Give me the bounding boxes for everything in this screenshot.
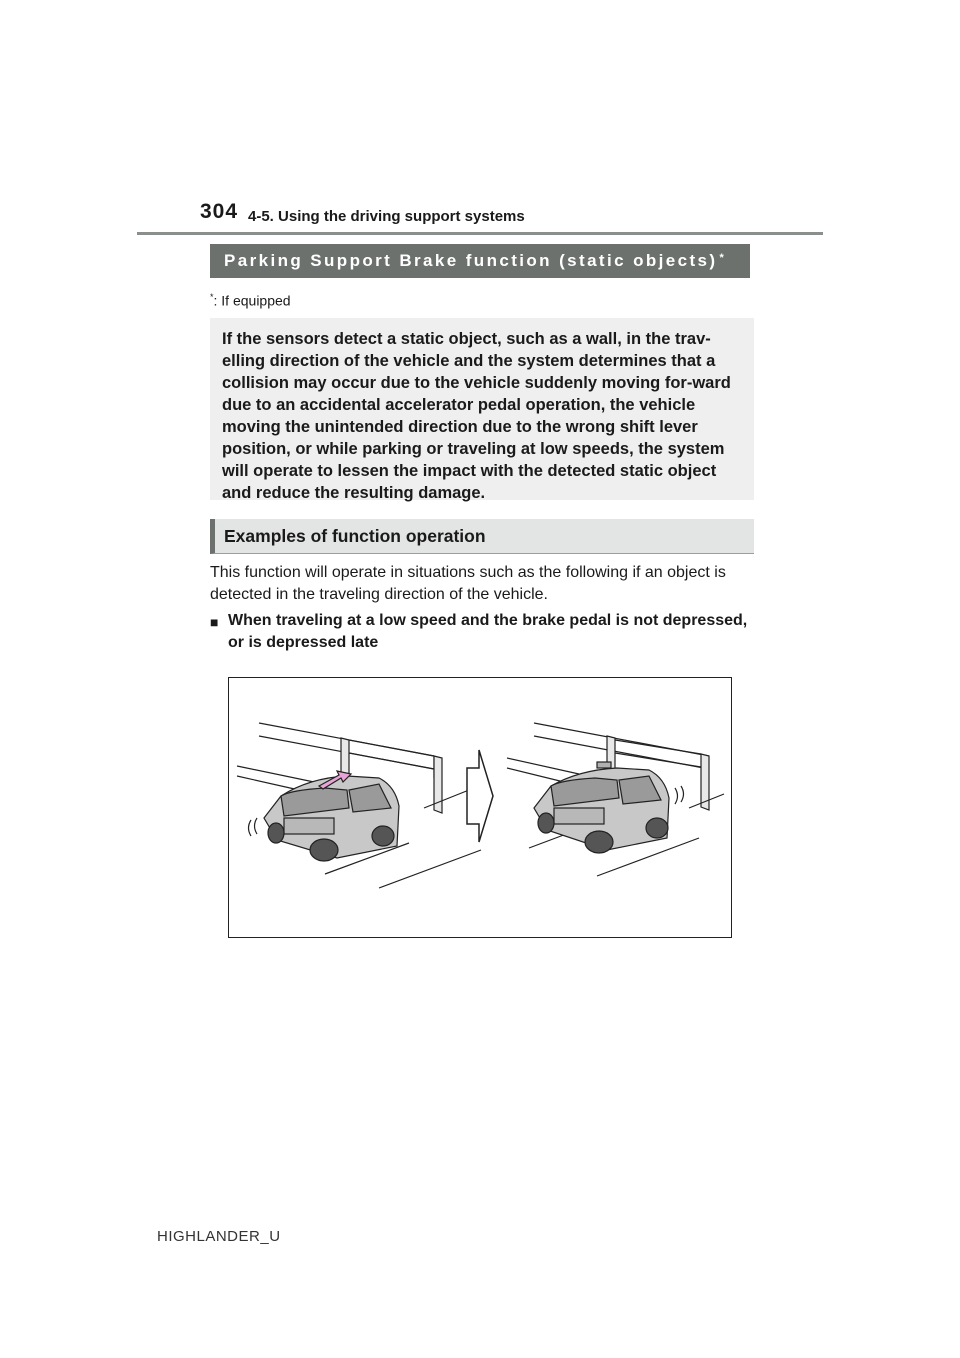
header-divider: [137, 232, 823, 235]
equipment-footnote: [210, 292, 291, 309]
vehicle-right-icon: [534, 762, 684, 853]
footnote-marker: *: [210, 292, 214, 302]
section-title-banner: [210, 244, 750, 278]
examples-heading-text: Examples of function operation: [224, 525, 486, 546]
examples-intro-text: This function will operate in situations such as the following if an object is detected in the traveling direction of the vehicle.: [210, 564, 726, 603]
parking-brake-illustration: [228, 677, 732, 938]
sequence-arrow-icon: [467, 750, 493, 842]
examples-heading: [210, 519, 754, 554]
section-title: Parking Support Brake function (static objects): [224, 251, 718, 270]
model-code: HIGHLANDER_U: [157, 1228, 281, 1245]
page-number: 304: [200, 200, 239, 223]
function-summary-text: If the sensors detect a static object, such as a wall, in the trav-elling direction of the vehicle and the system determines that a collision may occur due to the vehicle suddenly moving for-ward due to an accidental accelerator pedal operation, the vehicle moving the unintended direction due to the wrong shift lever position, or while parking or traveling at low speeds, the system will operate to lessen the impact with the detected static object and reduce the resulting damage.: [222, 330, 731, 502]
chapter-title: 4-5. Using the driving support systems: [248, 208, 525, 225]
square-bullet-icon: ■: [210, 614, 219, 630]
condition-text: When traveling at a low speed and the brake pedal is not depressed, or is depressed late: [228, 612, 748, 651]
condition-item: [210, 610, 754, 654]
footnote-text: : If equipped: [213, 292, 291, 309]
section-title-marker: *: [719, 252, 724, 264]
function-summary-box: [210, 318, 754, 500]
